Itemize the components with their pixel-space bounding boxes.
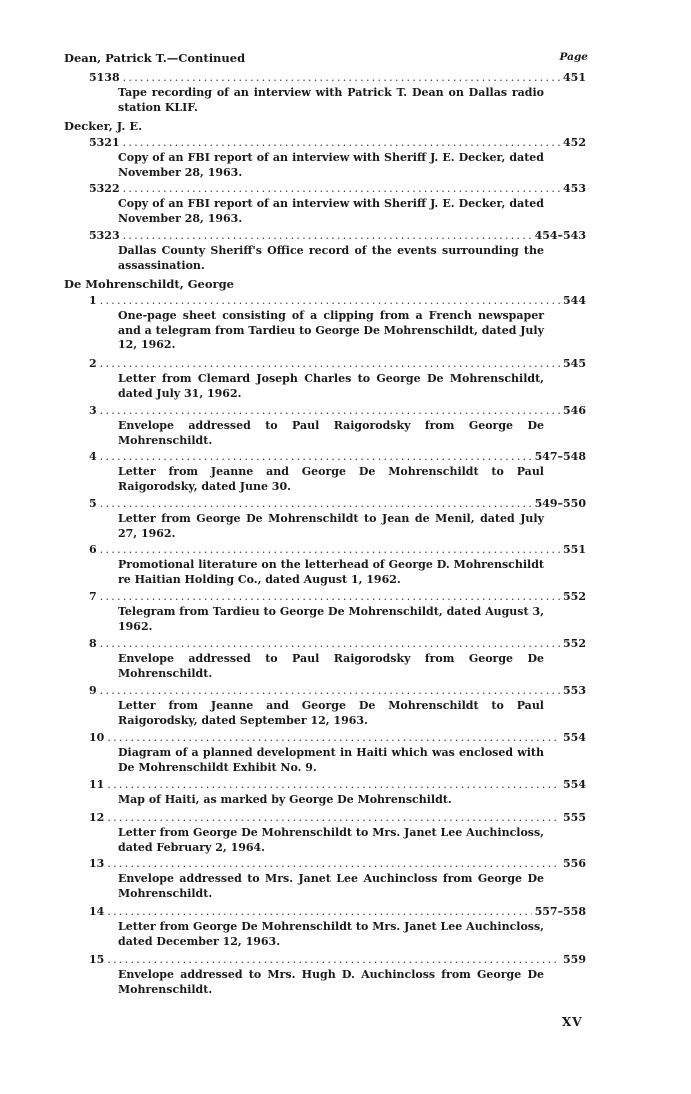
exhibit-entry-line: [89, 294, 586, 308]
exhibit-number: 1: [89, 294, 97, 307]
page-folio: XV: [562, 1015, 583, 1029]
exhibit-entry-line: [89, 543, 586, 557]
exhibit-page-number: 555: [563, 811, 586, 824]
exhibit-entry-line: [89, 404, 586, 418]
exhibit-description: Envelope addressed to Paul Raigorodsky from George De Mohrenschildt.: [118, 652, 544, 680]
dot-leader: [107, 905, 531, 919]
exhibit-description: Envelope addressed to Mrs. Janet Lee Auchincloss from George De Mohrenschildt.: [118, 872, 544, 900]
exhibit-page-number: 554: [563, 731, 586, 744]
exhibit-entry-line: [89, 136, 586, 150]
exhibit-description: Envelope addressed to Mrs. Hugh D. Auchincloss from George De Mohrenschildt.: [118, 968, 544, 996]
exhibit-number: 5321: [89, 136, 120, 149]
exhibit-page-number: 453: [563, 182, 586, 195]
exhibit-description: Dallas County Sheriff's Office record of the events surrounding the assassination.: [118, 244, 544, 272]
exhibit-entry-line: [89, 953, 586, 967]
exhibit-page-number: 452: [563, 136, 586, 149]
dot-leader: [100, 684, 560, 698]
exhibit-number: 12: [89, 811, 105, 824]
dot-leader: [123, 71, 560, 85]
exhibit-entry-line: [89, 778, 586, 792]
exhibit-page-number: 554: [563, 778, 586, 791]
dot-leader: [123, 136, 560, 150]
dot-leader: [100, 404, 560, 418]
dot-leader: [100, 637, 560, 651]
exhibit-description: Map of Haiti, as marked by George De Mohrenschildt.: [118, 793, 452, 806]
exhibit-description: Letter from Jeanne and George De Mohrenschildt to Paul Raigorodsky, dated June 30.: [118, 465, 544, 493]
exhibit-page-number: 545: [563, 357, 586, 370]
exhibit-description: Letter from George De Mohrenschildt to Jean de Menil, dated July 27, 1962.: [118, 512, 544, 540]
page-column-label: Page: [559, 51, 588, 63]
exhibit-description: Letter from Clemard Joseph Charles to George De Mohrenschildt, dated July 31, 1962.: [118, 372, 544, 400]
exhibit-page-number: 552: [563, 637, 586, 650]
exhibit-description: Letter from George De Mohrenschildt to Mrs. Janet Lee Auchincloss, dated December 12, 1963.: [118, 920, 544, 948]
dot-leader: [100, 497, 532, 511]
exhibit-page-number: 547–548: [534, 450, 586, 463]
exhibit-number: 3: [89, 404, 97, 417]
exhibit-entry-line: [89, 71, 586, 85]
exhibit-number: 5323: [89, 229, 120, 242]
exhibit-description: Tape recording of an interview with Patrick T. Dean on Dallas radio station KLIF.: [118, 86, 544, 114]
exhibit-description: Letter from George De Mohrenschildt to Mrs. Janet Lee Auchincloss, dated February 2, 1964.: [118, 826, 544, 854]
index-subject: Decker, J. E.: [64, 119, 143, 133]
exhibit-number: 10: [89, 731, 105, 744]
exhibit-description: Copy of an FBI report of an interview with Sheriff J. E. Decker, dated November 28, 1963.: [118, 151, 544, 179]
exhibit-entry-line: [89, 684, 586, 698]
exhibit-description: Diagram of a planned development in Haiti which was enclosed with De Mohrenschildt Exhibit No. 9.: [118, 746, 544, 774]
exhibit-entry-line: [89, 497, 586, 511]
exhibit-entry-line: [89, 450, 586, 464]
exhibit-entry-line: [89, 229, 586, 243]
exhibit-entry-line: [89, 637, 586, 651]
exhibit-entry-line: [89, 357, 586, 371]
exhibit-number: 5138: [89, 71, 120, 84]
exhibit-entry-line: [89, 182, 586, 196]
exhibit-page-number: 556: [563, 857, 586, 870]
exhibit-number: 14: [89, 905, 105, 918]
dot-leader: [107, 857, 560, 871]
exhibit-page-number: 551: [563, 543, 586, 556]
exhibit-entry-line: [89, 590, 586, 604]
exhibit-number: 5322: [89, 182, 120, 195]
exhibit-page-number: 557–558: [534, 905, 586, 918]
dot-leader: [107, 953, 560, 967]
exhibit-number: 7: [89, 590, 97, 603]
dot-leader: [123, 229, 532, 243]
dot-leader: [100, 543, 560, 557]
exhibit-entry-line: [89, 811, 586, 825]
exhibit-number: 2: [89, 357, 97, 370]
running-header: [64, 51, 588, 67]
exhibit-page-number: 549–550: [534, 497, 586, 510]
dot-leader: [100, 450, 532, 464]
exhibit-description: Envelope addressed to Paul Raigorodsky from George De Mohrenschildt.: [118, 419, 544, 447]
exhibit-number: 8: [89, 637, 97, 650]
exhibit-number: 13: [89, 857, 105, 870]
exhibit-entry-line: [89, 905, 586, 919]
exhibit-entry-line: [89, 731, 586, 745]
exhibit-number: 11: [89, 778, 105, 791]
exhibit-number: 9: [89, 684, 97, 697]
exhibit-page-number: 546: [563, 404, 586, 417]
dot-leader: [100, 294, 560, 308]
exhibit-page-number: 451: [563, 71, 586, 84]
exhibit-number: 6: [89, 543, 97, 556]
exhibit-entry-line: [89, 857, 586, 871]
exhibit-page-number: 544: [563, 294, 586, 307]
dot-leader: [107, 778, 560, 792]
exhibit-description: Copy of an FBI report of an interview with Sheriff J. E. Decker, dated November 28, 1963.: [118, 197, 544, 225]
exhibit-number: 15: [89, 953, 105, 966]
exhibit-page-number: 553: [563, 684, 586, 697]
exhibit-page-number: 454–543: [534, 229, 586, 242]
dot-leader: [100, 357, 560, 371]
exhibit-description: Telegram from Tardieu to George De Mohrenschildt, dated August 3, 1962.: [118, 605, 544, 633]
exhibit-description: Promotional literature on the letterhead of George D. Mohrenschildt re Haitian Holding Co., dated August 1, 1962.: [118, 558, 544, 586]
exhibit-number: 5: [89, 497, 97, 510]
dot-leader: [123, 182, 560, 196]
exhibit-page-number: 552: [563, 590, 586, 603]
index-subject: De Mohrenschildt, George: [64, 277, 234, 291]
exhibit-description: Letter from Jeanne and George De Mohrenschildt to Paul Raigorodsky, dated September 12, 1963.: [118, 699, 544, 727]
dot-leader: [107, 731, 560, 745]
exhibit-description: One-page sheet consisting of a clipping from a French newspaper and a telegram from Tardieu to George De Mohrenschildt, dated July 12, 1962.: [118, 309, 544, 351]
running-header-title: Dean, Patrick T.—Continued: [64, 51, 246, 65]
exhibit-page-number: 559: [563, 953, 586, 966]
dot-leader: [100, 590, 560, 604]
dot-leader: [107, 811, 560, 825]
exhibit-number: 4: [89, 450, 97, 463]
